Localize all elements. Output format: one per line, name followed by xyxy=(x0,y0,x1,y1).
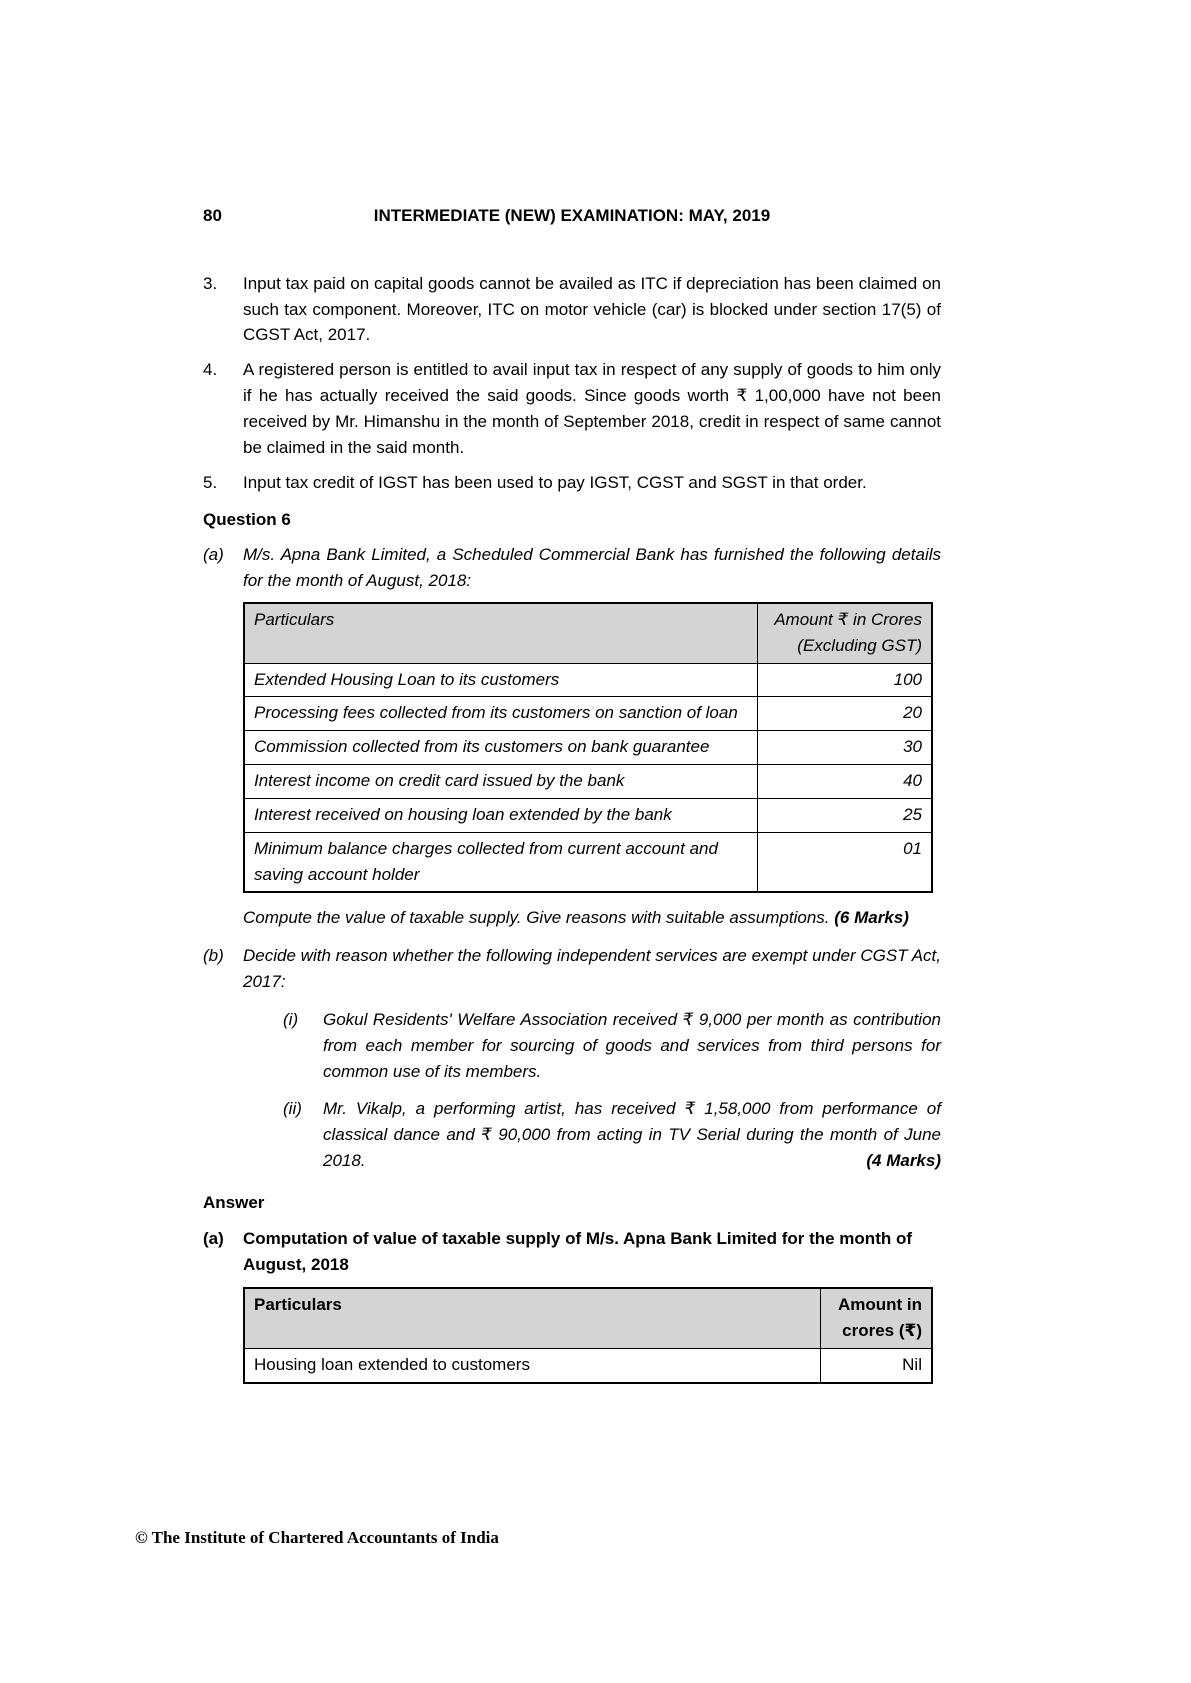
table-row xyxy=(244,765,932,799)
sub-item-text xyxy=(323,1096,941,1173)
list-item-3 xyxy=(203,271,941,348)
table-header-row xyxy=(244,603,932,663)
marks-6: (6 Marks) xyxy=(834,908,909,928)
list-item-5 xyxy=(203,470,941,496)
amount-header-line1: Amount ₹ in Crores xyxy=(774,609,922,629)
answer-a-paragraph xyxy=(203,1226,941,1278)
sub-item-label: (i) xyxy=(283,1009,299,1029)
table-row xyxy=(244,663,932,697)
particulars-cell: Interest received on housing loan extended by the bank xyxy=(244,798,757,832)
list-item-number: 3. xyxy=(203,273,218,293)
answer-a-title: Computation of value of taxable supply of M/s. Apna Bank Limited for the month of August, 2018 xyxy=(243,1228,913,1274)
particulars-cell: Minimum balance charges collected from current account and saving account holder xyxy=(244,832,757,892)
particulars-cell: Interest income on credit card issued by the bank xyxy=(244,765,757,799)
copyright-footer: © The Institute of Chartered Accountants of India xyxy=(135,1528,499,1547)
answer-heading: Answer xyxy=(203,1192,265,1212)
particulars-cell: Commission collected from its customers on bank guarantee xyxy=(244,731,757,765)
question-6b-i xyxy=(283,1007,941,1084)
amount-cell: 01 xyxy=(757,832,932,892)
amount-cell: 30 xyxy=(757,731,932,765)
list-item-number: 5. xyxy=(203,472,218,492)
amount-cell: 25 xyxy=(757,798,932,832)
table-row xyxy=(244,1348,932,1382)
list-item-4 xyxy=(203,357,941,460)
sub-item-text: Gokul Residents' Welfare Association received ₹ 9,000 per month as contribution from each member for sourcing of goods and services from third persons for common use of its members. xyxy=(323,1009,941,1081)
question-6a-label: (a) xyxy=(203,545,224,565)
amount-cell: Nil xyxy=(820,1348,932,1382)
amount-cell: 40 xyxy=(757,765,932,799)
amount-cell: 100 xyxy=(757,663,932,697)
page-content xyxy=(203,203,941,1396)
question-6a-text: M/s. Apna Bank Limited, a Scheduled Commercial Bank has furnished the following details for the month of August, 2018: xyxy=(243,545,941,591)
table-header-row xyxy=(244,1288,932,1348)
page-title: INTERMEDIATE (NEW) EXAMINATION: MAY, 2019 xyxy=(373,206,771,225)
table-row xyxy=(244,798,932,832)
particulars-cell: Processing fees collected from its customers on sanction of loan xyxy=(244,697,757,731)
page-header xyxy=(203,203,941,229)
sub-item-body: Mr. Vikalp, a performing artist, has received ₹ 1,58,000 from performance of classical dance and ₹ 90,000 from acting in TV Serial during the month of June 2018. xyxy=(323,1099,941,1171)
amount-header-line2: (Excluding GST) xyxy=(797,635,922,655)
page-number: 80 xyxy=(203,206,222,225)
question-6b-label: (b) xyxy=(203,946,224,966)
answer-table-wrapper xyxy=(243,1287,933,1383)
particulars-cell: Extended Housing Loan to its customers xyxy=(244,663,757,697)
particulars-header: Particulars xyxy=(244,603,757,663)
compute-text: Compute the value of taxable supply. Give reasons with suitable assumptions. xyxy=(243,908,830,928)
question-6-heading: Question 6 xyxy=(203,510,291,530)
table-row xyxy=(244,832,932,892)
list-item-text: Input tax credit of IGST has been used to pay IGST, CGST and SGST in that order. xyxy=(243,472,867,492)
question-6b-text: Decide with reason whether the following independent services are exempt under CGST Act, 2017: xyxy=(243,946,941,992)
amount-header xyxy=(757,603,932,663)
list-item-text: Input tax paid on capital goods cannot be availed as ITC if depreciation has been claimed on such tax component. Moreover, ITC on motor vehicle (car) is blocked under section 17(5) of CGST Act, 2017. xyxy=(243,273,941,345)
question-table xyxy=(243,602,933,893)
answer-a-label: (a) xyxy=(203,1228,224,1248)
amount-header-line1: Amount in xyxy=(837,1295,922,1315)
answer-table xyxy=(243,1287,933,1383)
table-row xyxy=(244,697,932,731)
list-item-number: 4. xyxy=(203,360,218,380)
question-6b-ii xyxy=(283,1096,941,1173)
particulars-header: Particulars xyxy=(244,1288,820,1348)
sub-item-label: (ii) xyxy=(283,1099,302,1119)
question-6b-paragraph xyxy=(203,943,941,995)
table-row xyxy=(244,731,932,765)
question-table-wrapper xyxy=(243,602,933,893)
amount-header-line2: crores (₹) xyxy=(842,1321,922,1341)
amount-header xyxy=(820,1288,932,1348)
list-item-text: A registered person is entitled to avail input tax in respect of any supply of goods to him only if he has actually received the said goods. Since goods worth ₹ 1,00,000 have not been received by Mr. Himanshu in the month of September 2018, credit in respect of same cannot be claimed in the said month. xyxy=(243,360,941,457)
question-6a-paragraph xyxy=(203,542,941,594)
particulars-cell: Housing loan extended to customers xyxy=(244,1348,820,1382)
compute-instruction xyxy=(243,905,941,931)
amount-cell: 20 xyxy=(757,697,932,731)
marks-4: (4 Marks) xyxy=(866,1151,941,1171)
